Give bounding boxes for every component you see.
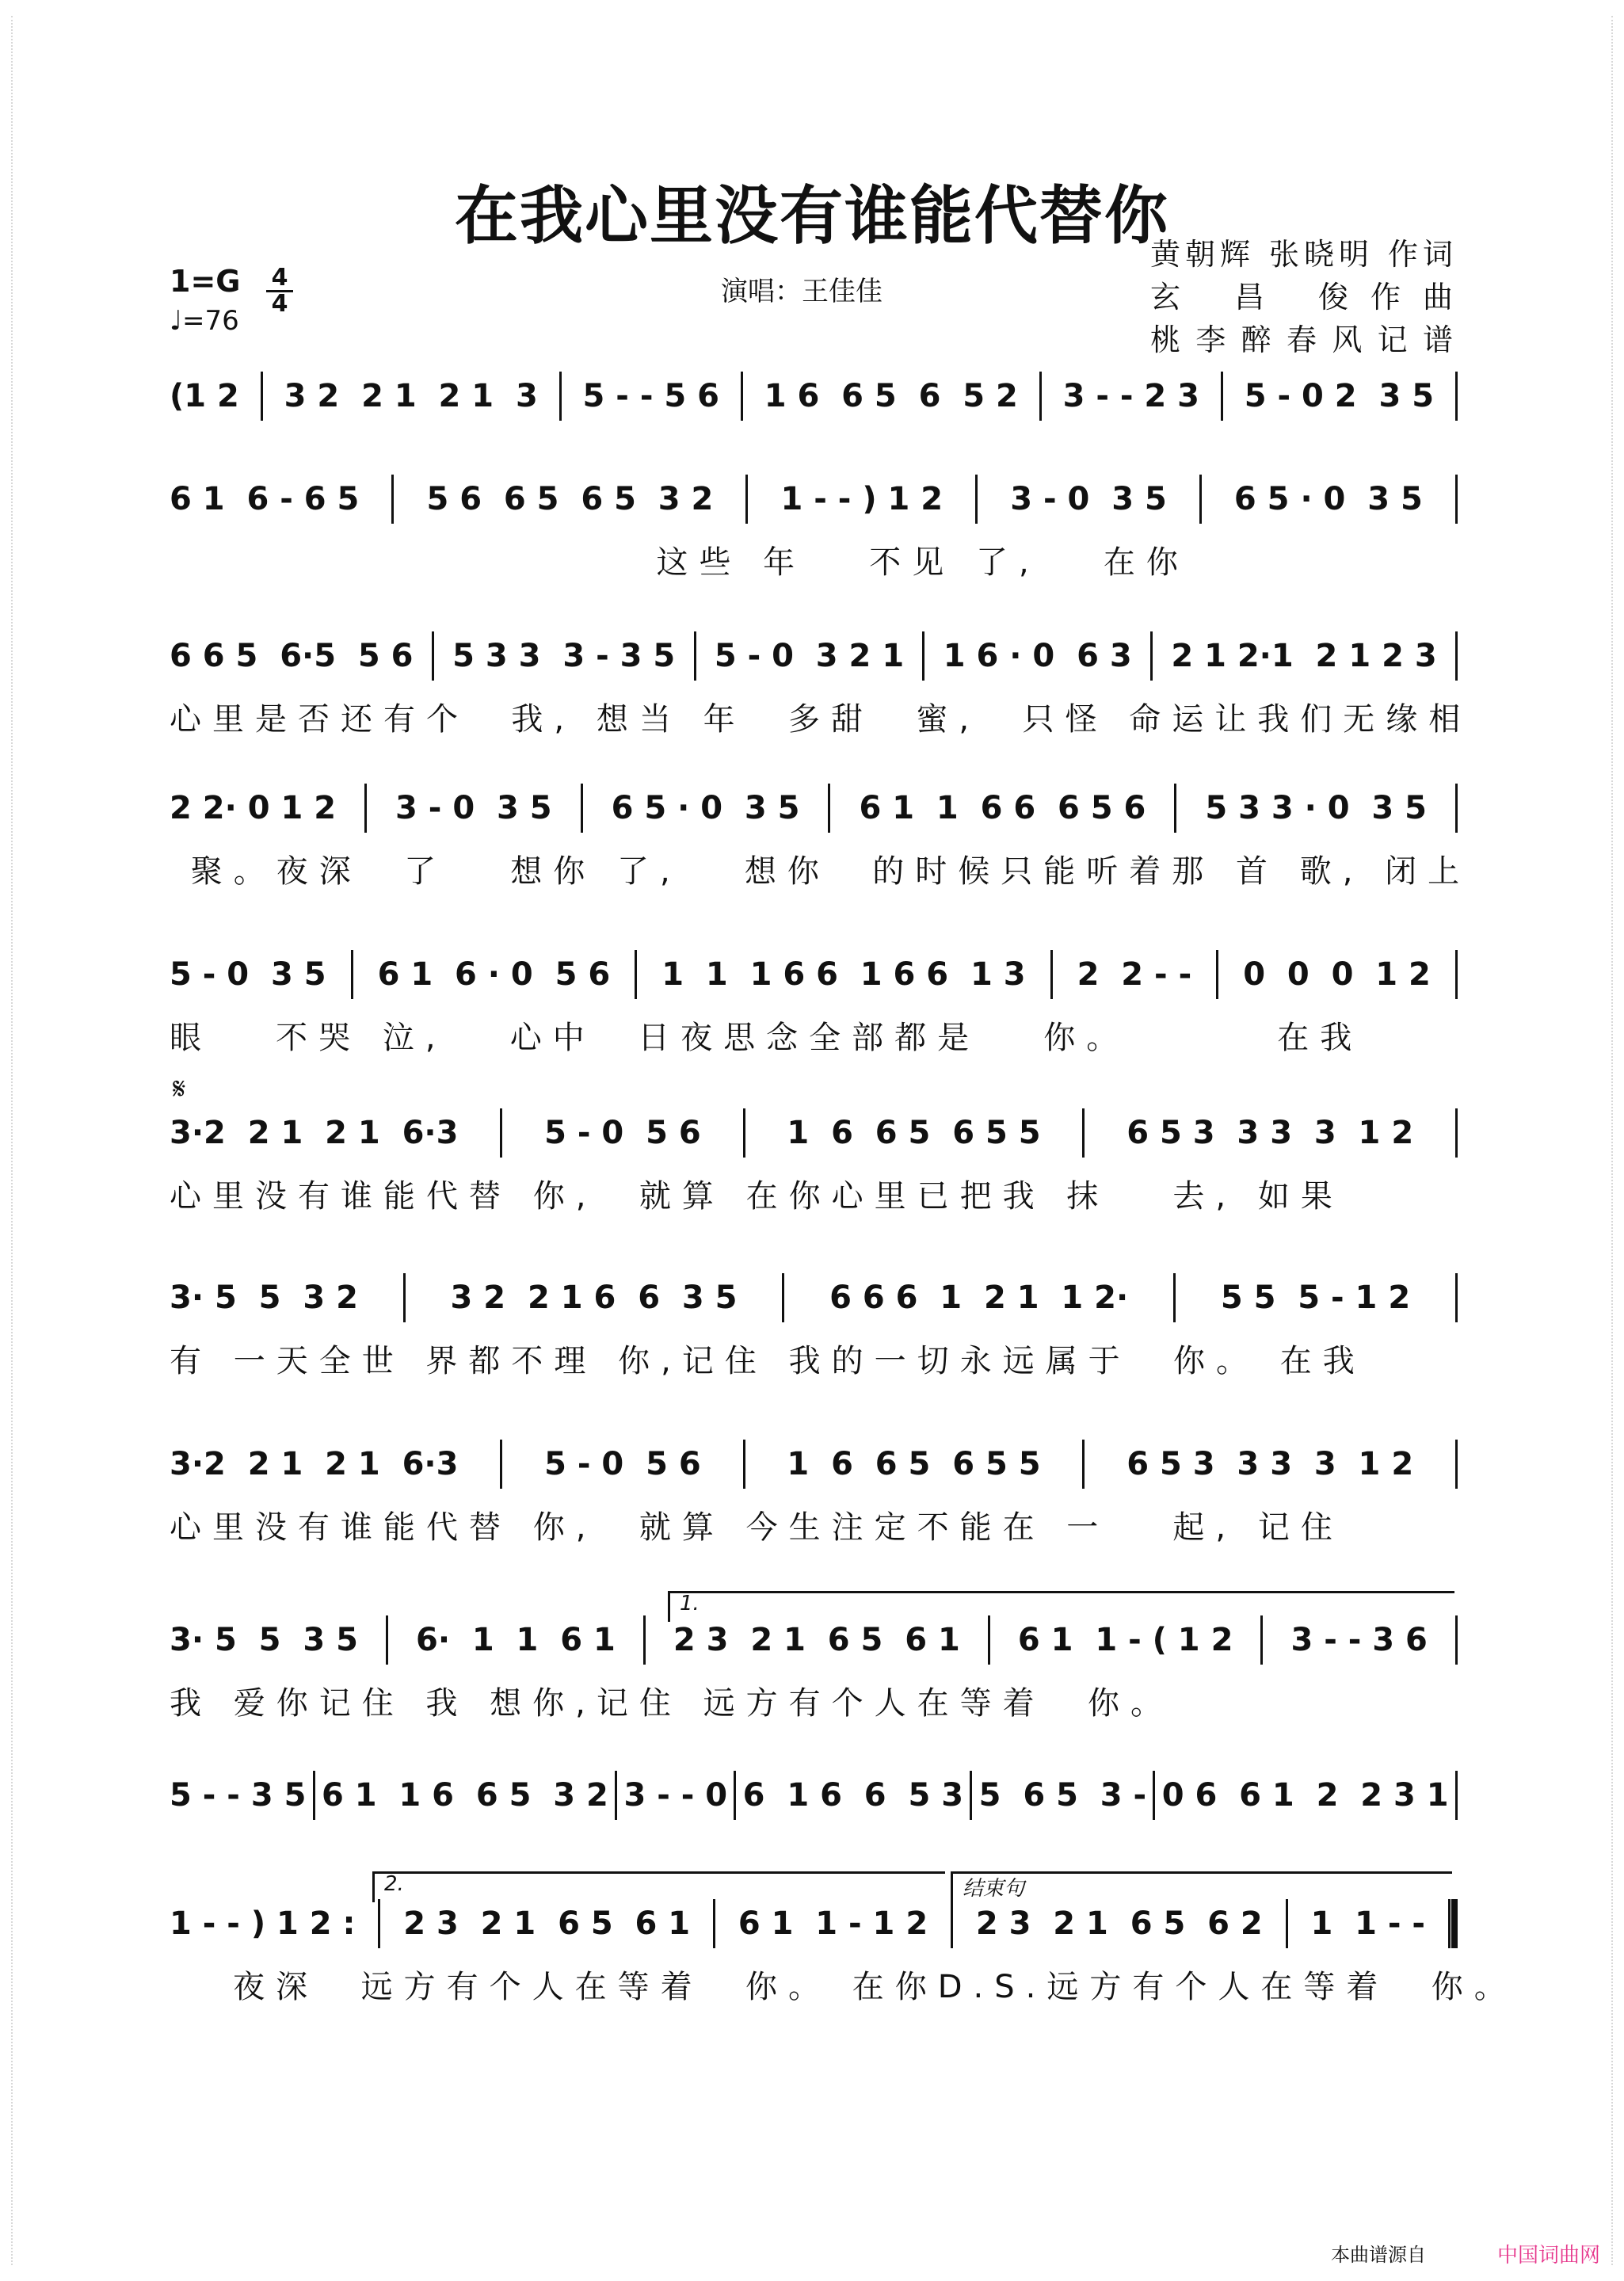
- footer-site: 中国词曲网: [1496, 2244, 1600, 2268]
- barline: [364, 784, 367, 833]
- barline: [951, 1899, 953, 1948]
- barline: [970, 1771, 972, 1820]
- barline: [1050, 950, 1053, 999]
- notation-line: [170, 1900, 1458, 1947]
- barline: [1455, 1771, 1458, 1820]
- measure: (1 2: [170, 378, 239, 414]
- measure: 3 2 2 1 6 6 3 5: [450, 1280, 738, 1316]
- barline: [500, 1440, 502, 1489]
- barline: [1455, 1273, 1458, 1322]
- barline: [615, 1771, 617, 1820]
- measure: 6· 1 1 6 1: [415, 1622, 616, 1658]
- barline: [1455, 1108, 1458, 1158]
- score-row: [170, 1900, 1517, 2007]
- measure: 6 6 5 6·5 5 6: [170, 638, 414, 674]
- barline: [500, 1108, 502, 1158]
- score-row: [170, 1440, 1458, 1547]
- barline: [378, 1899, 380, 1948]
- lyrics-line: 心里没有谁能代替 你, 就算 今生注定不能在 一 起, 记住: [170, 1509, 1344, 1546]
- measure: 3· 5 5 3 5: [170, 1622, 358, 1658]
- barline: [741, 372, 743, 421]
- ending-bracket: [951, 1871, 1452, 1902]
- measure: 1 6 · 0 6 3: [943, 638, 1132, 674]
- measure: 3 - 0 3 5: [395, 790, 552, 826]
- barline: [1260, 1615, 1263, 1665]
- lyricist-credit: 黄朝辉 张晓明 作词: [1150, 237, 1453, 272]
- measure: 5 - 0 5 6: [544, 1115, 701, 1151]
- notation-line: [170, 1274, 1458, 1322]
- barline: [581, 784, 583, 833]
- tempo-mark: ♩=76: [170, 305, 239, 337]
- measure: 1 - - ) 1 2: [780, 481, 944, 517]
- measure: 1 - - ) 1 2 :: [170, 1905, 356, 1942]
- notation-line: [170, 1616, 1458, 1664]
- measure: 6 1 1 - 1 2: [738, 1905, 928, 1942]
- barline: [386, 1615, 388, 1665]
- measure: 3· 5 5 3 2: [170, 1280, 358, 1316]
- barline: [1455, 475, 1458, 524]
- score-row: [170, 372, 1458, 434]
- measure: 1 1 - -: [1310, 1905, 1426, 1942]
- notation-line: [170, 1109, 1458, 1157]
- barline: [1174, 784, 1176, 833]
- barline: [828, 784, 830, 833]
- lyrics-line: 夜深 远方有个人在等着 你。 在你D.S.远方有个人在等着 你。: [170, 1969, 1517, 2005]
- barline: [1455, 631, 1458, 681]
- barline: [1221, 372, 1223, 421]
- barline: [782, 1273, 784, 1322]
- time-signature: [266, 266, 293, 316]
- measure: 2 3 2 1 6 5 6 1: [673, 1622, 960, 1658]
- measure: 3 - - 2 3: [1062, 378, 1199, 414]
- measure: 6 1 1 6 6 5 3 2: [321, 1777, 608, 1814]
- measure: 5 - 0 3 2 1: [714, 638, 905, 674]
- score-row: [170, 632, 1472, 739]
- barline: [743, 1108, 745, 1158]
- barline: [313, 1771, 315, 1820]
- barline: [1455, 784, 1458, 833]
- barline: [1150, 631, 1153, 681]
- score-row: [170, 784, 1471, 891]
- measure: 0 0 0 1 2: [1243, 956, 1431, 993]
- ending-label: 结束句: [963, 1877, 1025, 1901]
- measure: 2 1 2·1 2 1 2 3: [1171, 638, 1437, 674]
- time-bottom: 4: [271, 290, 288, 318]
- measure: 5 5 5 - 1 2: [1220, 1280, 1411, 1316]
- measure: 0 6 6 1 2 2 3 1: [1161, 1777, 1449, 1814]
- barline: [745, 475, 748, 524]
- page-edge-left: [3, 16, 13, 2265]
- measure: 5 - - 3 5: [170, 1777, 307, 1814]
- measure: 6 5 3 3 3 3 1 2: [1127, 1115, 1414, 1151]
- transcriber-credit: 桃李醉春风记谱: [1150, 322, 1453, 357]
- notation-line: [170, 1772, 1458, 1819]
- segno-sign: 𝄋: [173, 1071, 186, 1106]
- score-row: [170, 1109, 1458, 1216]
- barline: [1082, 1440, 1085, 1489]
- barline: [635, 950, 637, 999]
- barline: [1199, 475, 1202, 524]
- lyrics-line: 有 一天全世 界都不理 你,记住 我的一切永远属于 你。 在我: [170, 1343, 1366, 1379]
- singer-credit: 演唱：王佳佳: [721, 276, 883, 307]
- measure: 3 - - 3 6: [1290, 1622, 1428, 1658]
- volta-2-label: 2.: [384, 1872, 404, 1896]
- barline: [1455, 1615, 1458, 1665]
- barline: [559, 372, 562, 421]
- measure: 5 - - 5 6: [582, 378, 719, 414]
- barline: [1455, 372, 1458, 421]
- barline: [743, 1440, 745, 1489]
- barline: [1173, 1273, 1176, 1322]
- barline: [1039, 372, 1042, 421]
- barline: [988, 1615, 990, 1665]
- volta-1-label: 1.: [680, 1592, 700, 1615]
- measure: 2 3 2 1 6 5 6 1: [403, 1905, 691, 1942]
- footer-source: 本曲谱源自: [1331, 2244, 1426, 2266]
- notation-line: [170, 475, 1458, 523]
- measure: 1 1 1 6 6 1 6 6 1 3: [661, 956, 1026, 993]
- notation-line: [170, 784, 1458, 832]
- measure: 5 3 3 · 0 3 5: [1205, 790, 1428, 826]
- measure: 5 - 0 5 6: [544, 1446, 701, 1482]
- measure: 3·2 2 1 2 1 6·3: [170, 1115, 459, 1151]
- barline: [713, 1899, 715, 1948]
- measure: 6 6 6 1 2 1 1 2·: [829, 1280, 1129, 1316]
- measure: 3 2 2 1 2 1 3: [284, 378, 538, 414]
- composer-credit: 玄 昌 俊作曲: [1150, 280, 1453, 315]
- notation-line: [170, 372, 1458, 420]
- barline: [922, 631, 924, 681]
- measure: 1 6 6 5 6 5 5: [787, 1446, 1041, 1482]
- barline: [391, 475, 394, 524]
- notation-line: [170, 951, 1458, 998]
- barline: [975, 475, 978, 524]
- song-title: 在我心里没有谁能代替你: [455, 178, 1169, 253]
- measure: 5 - 0 2 3 5: [1244, 378, 1435, 414]
- credits-block: [1150, 233, 1453, 361]
- measure: 1 6 6 5 6 5 2: [764, 378, 1018, 414]
- barline: [1216, 950, 1218, 999]
- score-row: [170, 1274, 1458, 1381]
- volta-2-bracket: [372, 1871, 945, 1902]
- barline: [261, 372, 263, 421]
- measure: 2 2· 0 1 2: [170, 790, 337, 826]
- measure: 6 1 1 6 6 6 5 6: [859, 790, 1146, 826]
- page-edge-right: [1611, 16, 1621, 2265]
- lyrics-line: 心里没有谁能代替 你, 就算 在你心里已把我 抹 去, 如果: [170, 1178, 1344, 1215]
- measure: 5 3 3 3 - 3 5: [452, 638, 676, 674]
- barline: [432, 631, 434, 681]
- barline: [734, 1771, 736, 1820]
- measure: 6 5 · 0 3 5: [1233, 481, 1423, 517]
- measure: 5 6 6 5 6 5 3 2: [426, 481, 714, 517]
- measure: 6 5 3 3 3 3 1 2: [1127, 1446, 1414, 1482]
- barline: [1082, 1108, 1085, 1158]
- measure: 6 1 6 · 0 5 6: [377, 956, 611, 993]
- measure: 6 1 6 6 5 3: [742, 1777, 964, 1814]
- notation-line: [170, 632, 1458, 680]
- barline: [351, 950, 353, 999]
- barline: [1455, 950, 1458, 999]
- score-row: [170, 951, 1458, 1058]
- measure: 3 - - 0: [623, 1777, 728, 1814]
- lyrics-line: 眼 不哭 泣, 心中 日夜思念全部都是 你。 在我: [170, 1020, 1363, 1056]
- lyrics-line: 这些 年 不见 了, 在你: [170, 544, 1189, 581]
- measure: 6 1 1 - ( 1 2: [1017, 1622, 1233, 1658]
- measure: 1 6 6 5 6 5 5: [787, 1115, 1041, 1151]
- score-row: [170, 1772, 1458, 1833]
- barline: [643, 1615, 646, 1665]
- measure: 5 - 0 3 5: [170, 956, 326, 993]
- barline: [1153, 1771, 1155, 1820]
- score-row: [170, 475, 1458, 582]
- lyrics-line: 我 爱你记住 我 想你,记住 远方有个人在等着 你。: [170, 1685, 1174, 1722]
- barline: [694, 631, 696, 681]
- barline: [1286, 1899, 1288, 1948]
- lyrics-line: 心里是否还有个 我, 想当 年 多甜 蜜, 只怪 命运让我们无缘相: [170, 701, 1472, 738]
- key-signature: 1=G: [170, 264, 241, 299]
- measure: 6 1 6 - 6 5: [170, 481, 360, 517]
- measure: 2 2 - -: [1077, 956, 1192, 993]
- measure: 2 3 2 1 6 5 6 2: [975, 1905, 1263, 1942]
- time-top: 4: [266, 266, 293, 292]
- barline: [403, 1273, 406, 1322]
- measure: 3 - 0 3 5: [1010, 481, 1167, 517]
- notation-line: [170, 1440, 1458, 1488]
- score-row: [170, 1616, 1458, 1723]
- measure: 5 6 5 3 -: [978, 1777, 1147, 1814]
- measure: 3·2 2 1 2 1 6·3: [170, 1446, 459, 1482]
- lyrics-line: 聚。夜深 了 想你 了, 想你 的时候只能听着那 首 歌, 闭上: [170, 853, 1471, 890]
- barline: [1455, 1440, 1458, 1489]
- barline: [1448, 1899, 1458, 1948]
- measure: 6 5 · 0 3 5: [611, 790, 800, 826]
